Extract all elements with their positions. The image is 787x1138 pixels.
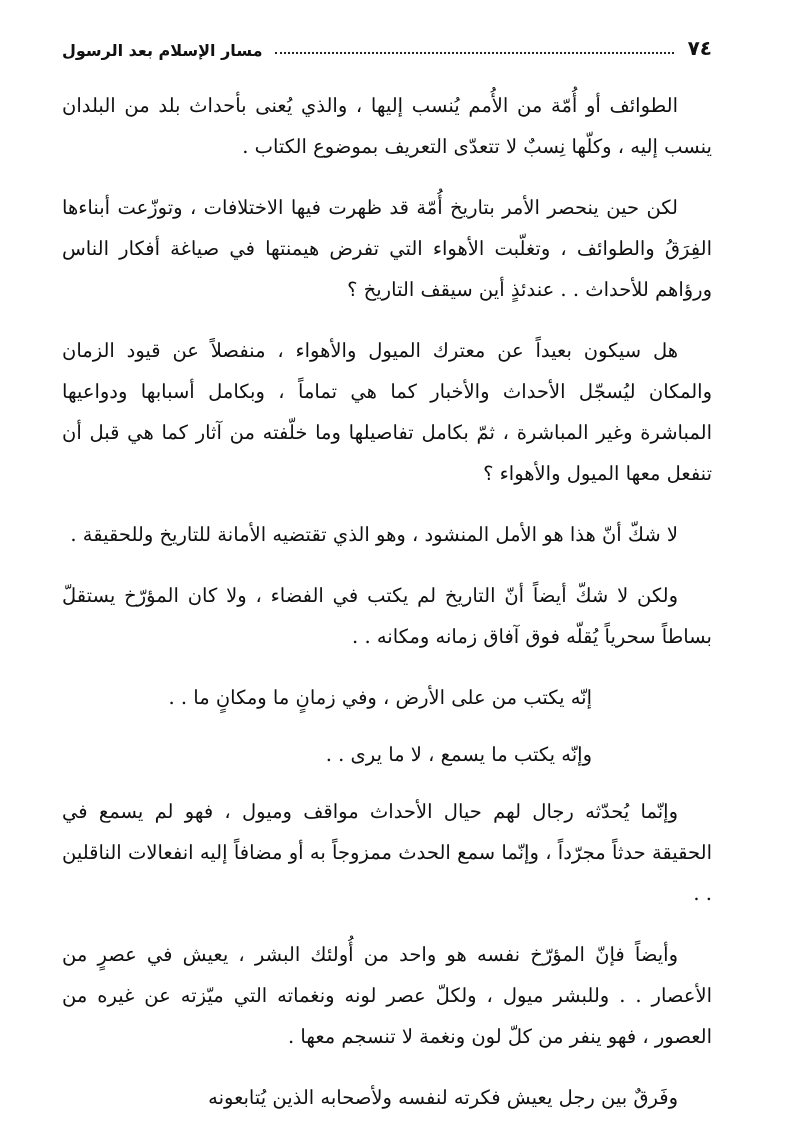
paragraph: هل سيكون بعيداً عن معترك الميول والأهواء ، منفصلاً عن قيود الزمان والمكان ليُسجّل الأحداث والأخبار كما هي تماماً ، وبكامل أسبابها ودواعيها المباشرة وغير المباشرة ، ثمّ بكامل تفاصيلها وما خلّفته من آثار كما هي قبل أن تنفعل معها الميول والأهواء ؟ [62, 339, 712, 485]
running-title: مسار الإسلام بعد الرسول [62, 41, 263, 60]
paragraph: لا شكّ أنّ هذا هو الأمل المنشود ، وهو الذي تقتضيه الأمانة للتاريخ وللحقيقة . [70, 523, 678, 546]
paragraph: إنّه يكتب من على الأرض ، وفي زمانٍ ما ومكانٍ ما . . [168, 686, 592, 709]
page-header [62, 30, 712, 60]
paragraph: ولكن لا شكّ أيضاً أنّ التاريخ لم يكتب في الفضاء ، ولا كان المؤرّخ يستقلّ بساطاً سحرياً يُقلّه فوق آفاق زمانه ومكانه . . [62, 584, 712, 648]
paragraph: وأيضاً فإنّ المؤرّخ نفسه هو واحد من أُولئك البشر ، يعيش في عصرٍ من الأعصار . . وللبشر ميول ، ولكلّ عصر لونه ونغماته التي ميّزته عن غيره من العصور ، فهو ينفر من كلّ لون ونغمة لا تنسجم معها . [62, 943, 712, 1048]
paragraph: وفَرقٌ بين رجل يعيش فكرته لنفسه ولأصحابه الذين يُتابعونه [208, 1086, 678, 1109]
header-dotted-leader [275, 52, 674, 54]
paragraph: وإنّه يكتب ما يسمع ، لا ما يرى . . [325, 743, 592, 766]
page-number: ٧٤ [687, 36, 712, 60]
paragraph: وإنّما يُحدّثه رجال لهم حيال الأحداث مواقف وميول ، فهو لم يسمع في الحقيقة حدثاً مجرّداً ، وإنّما سمع الحدث ممزوجاً به أو مضافاً إليه انفعالات الناقلين . . [62, 800, 712, 905]
paragraph: الطوائف أو أُمّة من الأُمم يُنسب إليها ، والذي يُعنى بأحداث بلد من البلدان ينسب إليه ، وكلّها نِسبٌ لا تتعدّى التعريف بموضوع الكتاب . [62, 94, 712, 158]
paragraph: لكن حين ينحصر الأمر بتاريخ أُمّة قد ظهرت فيها الاختلافات ، وتوزّعت أبناءها الفِرَقُ والطوائف ، وتغلّبت الأهواء التي تفرض هيمنتها في صياغة أفكار الناس ورؤاهم للأحداث . . عندئذٍ أين سيقف التاريخ ؟ [62, 196, 712, 301]
page-body [62, 85, 712, 1138]
